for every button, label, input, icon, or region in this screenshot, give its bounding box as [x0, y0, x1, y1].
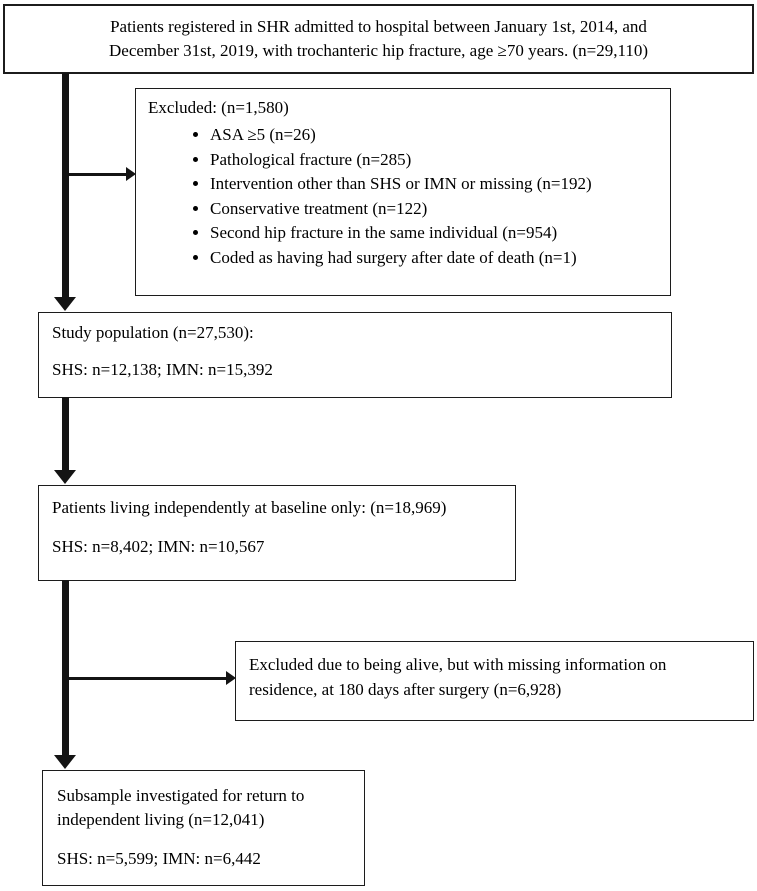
box-study-population: [38, 312, 672, 398]
subsample-counts: SHS: n=5,599; IMN: n=6,442: [57, 849, 261, 868]
independent-baseline-counts: SHS: n=8,402; IMN: n=10,567: [52, 537, 265, 556]
subsample-title-line-1: Subsample investigated for return to: [57, 786, 305, 805]
excluded-missing-residence-line-2: residence, at 180 days after surgery (n=6,928): [249, 680, 562, 699]
excluded-item-conservative: • Conservative treatment (n=122): [210, 197, 658, 222]
excluded-initial-list: [148, 123, 658, 270]
arrowhead-down-subsample-icon: [54, 755, 76, 769]
registered-patients-line-2: December 31st, 2019, with trochanteric hip fracture, age ≥70 years. (n=29,110): [109, 41, 648, 60]
study-population-counts: SHS: n=12,138; IMN: n=15,392: [52, 360, 273, 379]
flow-arrow-line-top-to-study: [62, 73, 69, 298]
independent-baseline-title: Patients living independently at baseline only: (n=18,969): [52, 498, 447, 517]
box-excluded-initial: [135, 88, 671, 296]
box-independent-baseline: [38, 485, 516, 581]
excluded-item-pathological: • Pathological fracture (n=285): [210, 148, 658, 173]
box-excluded-missing-residence: [235, 641, 754, 721]
branch-line-excluded-1: [66, 173, 126, 176]
box-registered-patients: [3, 4, 754, 74]
arrowhead-down-study-icon: [54, 297, 76, 311]
subsample-title-line-2: independent living (n=12,041): [57, 810, 265, 829]
box-subsample: [42, 770, 365, 886]
excluded-item-asa: • ASA ≥5 (n=26): [210, 123, 658, 148]
study-population-title: Study population (n=27,530):: [52, 323, 254, 342]
excluded-missing-residence-line-1: Excluded due to being alive, but with missing information on: [249, 655, 667, 674]
excluded-item-intervention: • Intervention other than SHS or IMN or missing (n=192): [210, 172, 658, 197]
branch-line-excluded-2: [66, 677, 226, 680]
excluded-initial-header: Excluded: (n=1,580): [148, 98, 289, 117]
arrowhead-down-independent-icon: [54, 470, 76, 484]
flow-arrow-line-study-to-independent: [62, 397, 69, 471]
excluded-item-second-fracture: • Second hip fracture in the same individual (n=954): [210, 221, 658, 246]
registered-patients-line-1: Patients registered in SHR admitted to hospital between January 1st, 2014, and: [110, 17, 647, 36]
flow-arrow-line-independent-to-subsample: [62, 580, 69, 756]
excluded-item-coded-after-death: • Coded as having had surgery after date of death (n=1): [210, 246, 658, 271]
